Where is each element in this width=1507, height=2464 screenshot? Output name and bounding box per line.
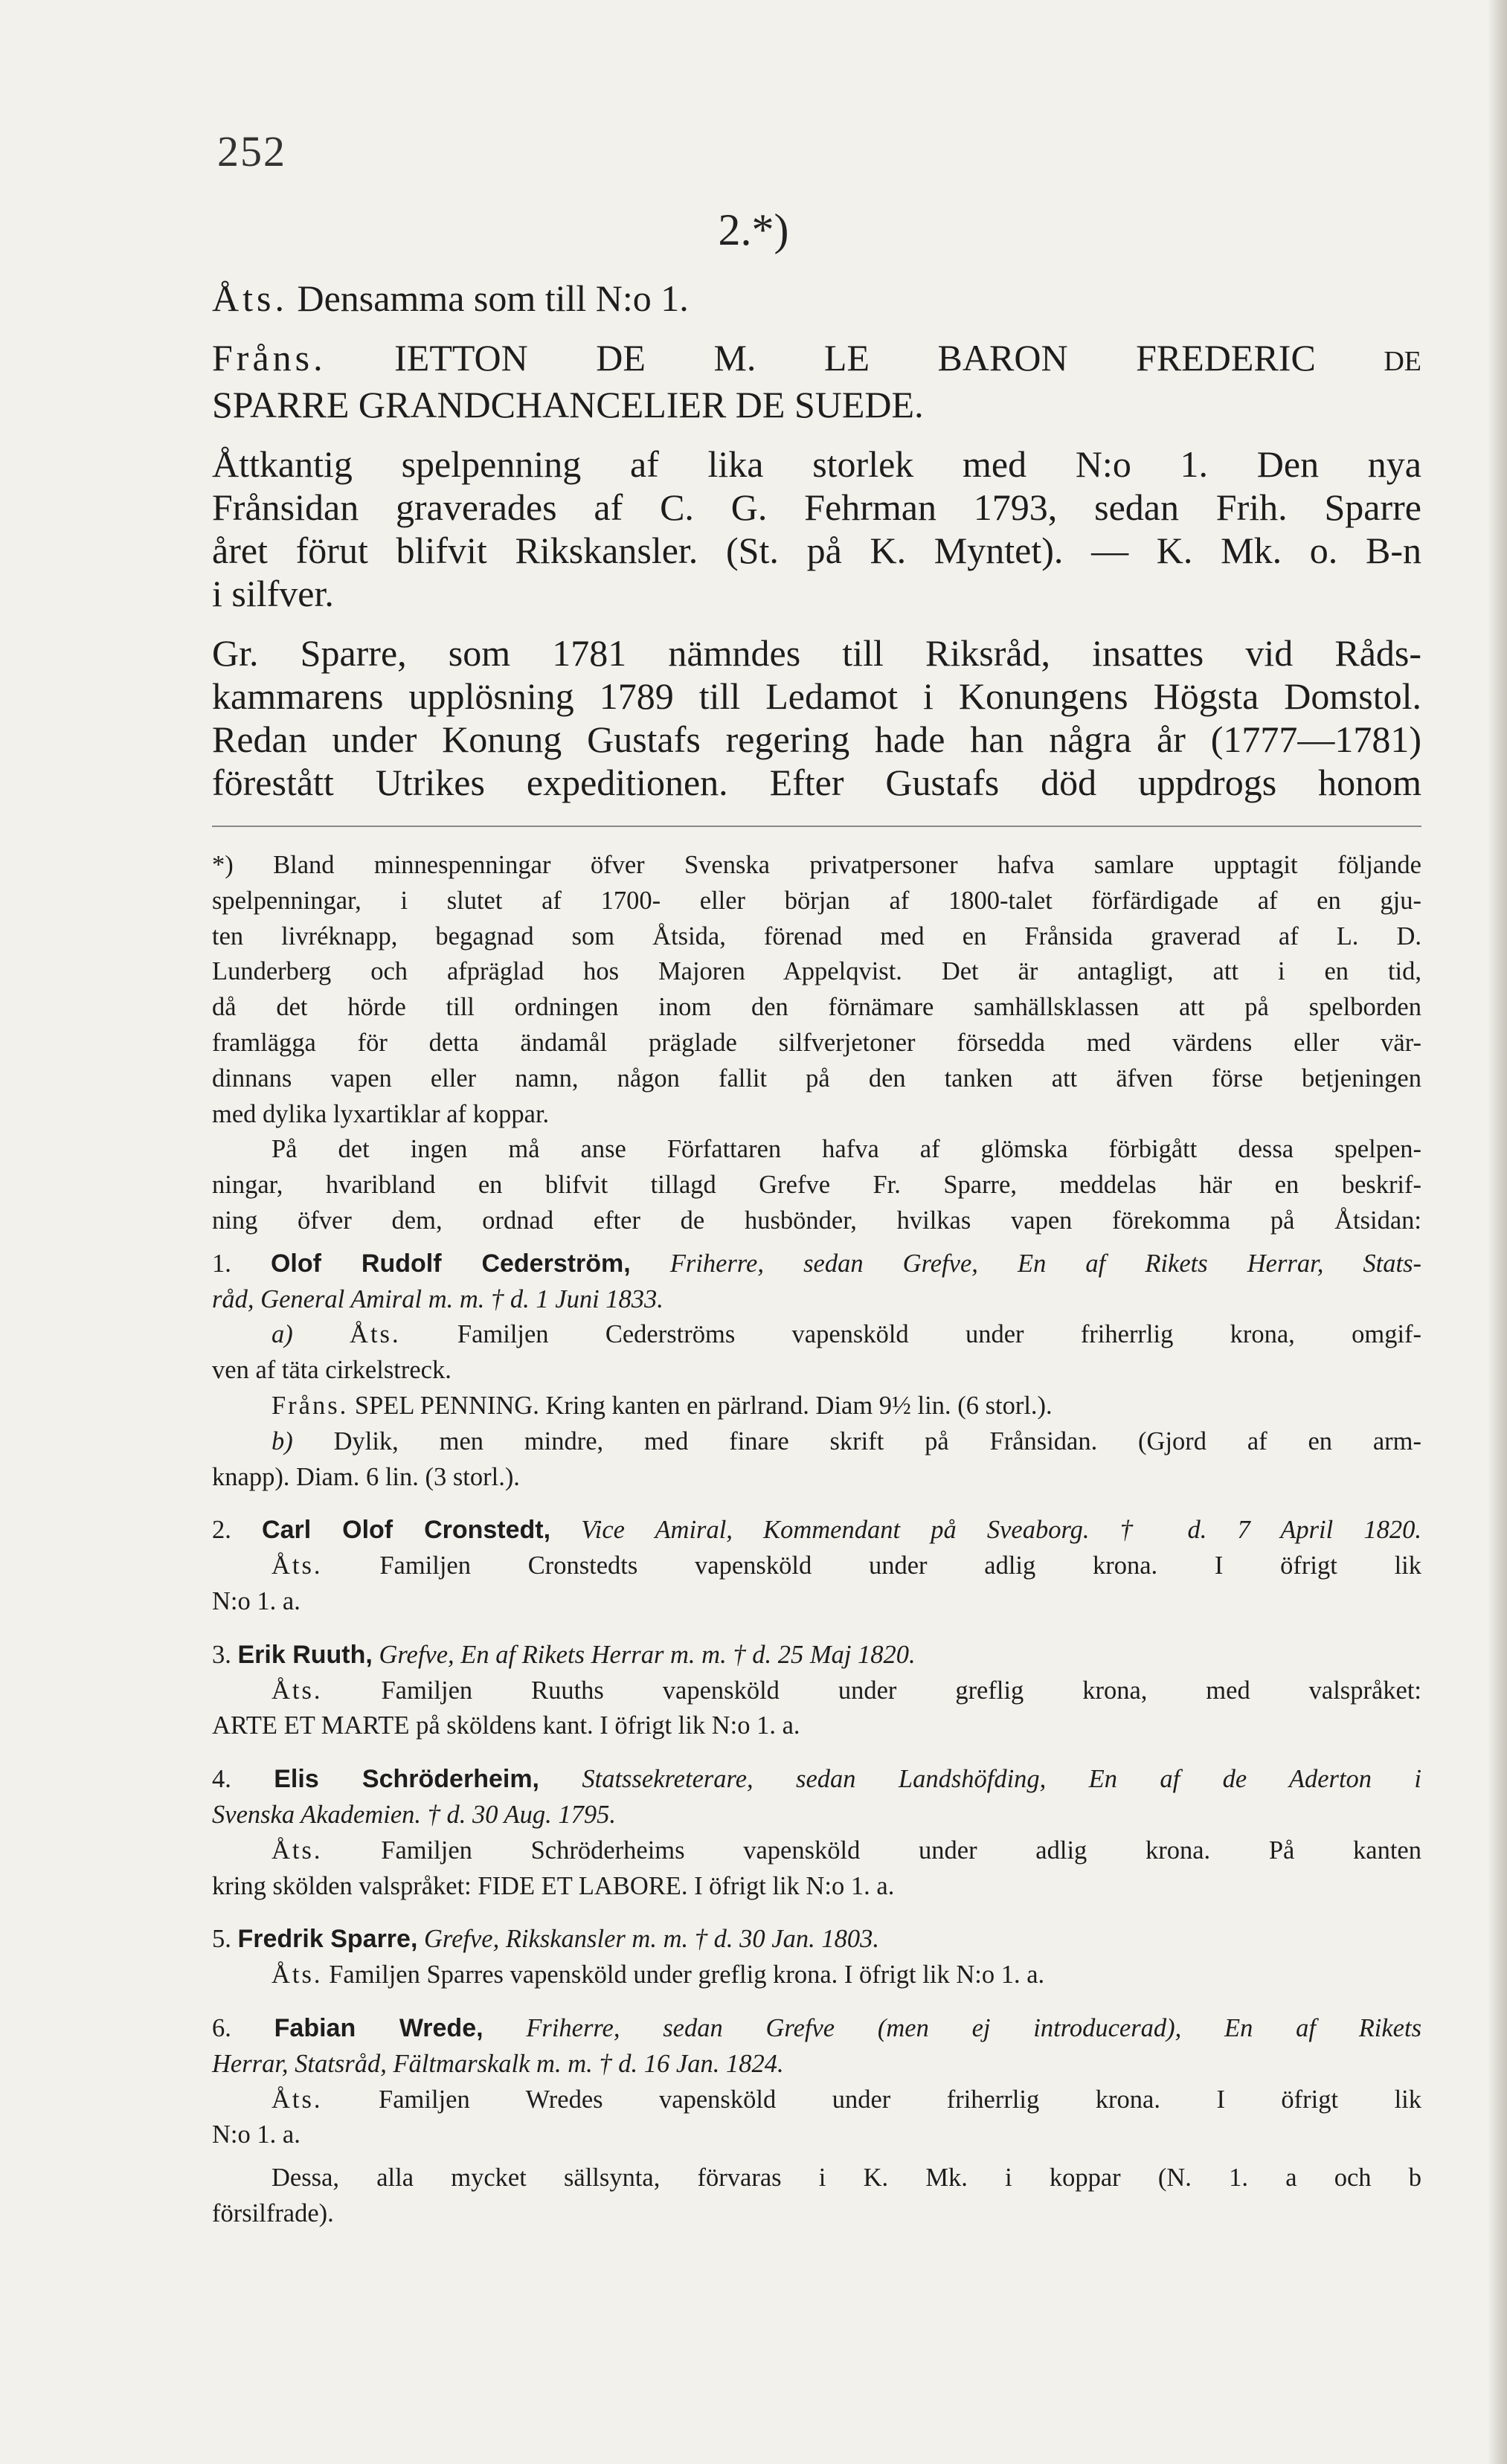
page-edge — [1488, 0, 1507, 2464]
footnote-line: Lunderberg och afpräglad hos Majoren Appelqvist. Det är antagligt, att i en tid, — [212, 957, 1421, 986]
entry-name: Carl Olof Cronstedt, — [262, 1516, 551, 1545]
entry-heading: 1. Olof Rudolf Cederström, Friherre, sedan Grefve, En af Rikets Herrar, Stats- — [212, 1249, 1422, 1278]
main-line: SPARRE GRANDCHANCELIER DE SUEDE. — [212, 384, 924, 425]
entry-line: knapp). Diam. 6 lin. (3 storl.). — [212, 1462, 520, 1491]
entry-heading: 6. Fabian Wrede, Friherre, sedan Grefve (men ej introducerad), En af Rikets — [212, 2013, 1422, 2042]
main-line: Fråns. IETTON DE M. LE BARON FREDERIC DE — [212, 337, 1421, 379]
entry-line: Fråns. SPEL PENNING. Kring kanten en pärlrand. Diam 9½ lin. (6 storl.). — [271, 1391, 1053, 1420]
entry-name: Elis Schröderheim, — [274, 1765, 539, 1794]
footnote-line: då det hörde till ordningen inom den förnämare samhällsklassen att på spelborden — [212, 993, 1421, 1022]
entry-line: Åts. Familjen Wredes vapensköld under friherrlig krona. I öfrigt lik — [271, 2085, 1421, 2114]
entry-line: Åts. Familjen Schröderheims vapensköld under adlig krona. På kanten — [271, 1836, 1421, 1865]
entry-title: Herrar, Statsråd, Fältmarskalk m. m. † d. 16 Jan. 1824. — [212, 2049, 784, 2078]
entry-name: Olof Rudolf Cederström, — [270, 1249, 631, 1278]
entry-line: N:o 1. a. — [212, 2120, 301, 2149]
closing-note: försilfrade). — [212, 2198, 334, 2227]
entry-name: Fredrik Sparre, — [237, 1925, 418, 1954]
footnote-line: ningar, hvaribland en blifvit tillagd Grefve Fr. Sparre, meddelas här en beskrif- — [212, 1171, 1421, 1200]
footnote-line: *) Bland minnespenningar öfver Svenska privatpersoner hafva samlare upptagit följande — [212, 851, 1421, 879]
footnote-line: På det ingen må anse Författaren hafva af glömska förbigått dessa spelpen- — [271, 1135, 1421, 1164]
main-line: kammarens upplösning 1789 till Ledamot i Konungens Högsta Domstol. — [212, 675, 1421, 717]
entry-line: N:o 1. a. — [212, 1586, 301, 1615]
entry-heading: 4. Elis Schröderheim, Statssekreterare, sedan Landshöfding, En af de Aderton i — [212, 1765, 1421, 1794]
footnotes — [212, 848, 1421, 2232]
section-heading: 2.*) — [718, 205, 789, 254]
entry-line: b) Dylik, men mindre, med finare skrift på Frånsidan. (Gjord af en arm- — [271, 1426, 1421, 1455]
entry-name: Erik Ruuth, — [237, 1640, 373, 1669]
footnote-line: med dylika lyxartiklar af koppar. — [212, 1099, 550, 1128]
entry-line: ARTE ET MARTE på sköldens kant. I öfrigt lik N:o 1. a. — [212, 1711, 800, 1740]
main-line: Åts. Densamma som till N:o 1. — [212, 277, 689, 319]
main-line: året förut blifvit Rikskansler. (St. på K. Myntet). — K. Mk. o. B-n — [212, 530, 1421, 571]
main-text — [212, 277, 1421, 804]
footnote-line: ning öfver dem, ordnad efter de husbönder, hvilkas vapen förekomma på Åtsidan: — [212, 1206, 1421, 1235]
footnote-line: ten livréknapp, begagnad som Åtsida, förenad med en Frånsida graverad af L. D. — [212, 921, 1421, 950]
footnote-line: dinnans vapen eller namn, någon fallit på den tanken att äfven förse betjeningen — [212, 1064, 1421, 1093]
main-line: i silfver. — [212, 573, 334, 614]
entry-heading: 3. Erik Ruuth, Grefve, En af Rikets Herrar m. m. † d. 25 Maj 1820. — [212, 1640, 916, 1669]
entry-line: kring skölden valspråket: FIDE ET LABORE. I öfrigt lik N:o 1. a. — [212, 1871, 895, 1900]
entry-heading: 5. Fredrik Sparre, Grefve, Rikskansler m. m. † d. 30 Jan. 1803. — [212, 1925, 879, 1954]
closing-note: Dessa, alla mycket sällsynta, förvaras i K. Mk. i koppar (N. 1. a och b — [271, 2164, 1421, 2193]
main-line: Åttkantig spelpenning af lika storlek med N:o 1. Den nya — [212, 443, 1421, 485]
entry-heading: 2. Carl Olof Cronstedt, Vice Amiral, Kommendant på Sveaborg. † d. 7 April 1820. — [212, 1516, 1421, 1545]
footnote-line: framlägga för detta ändamål präglade silfverjetoner försedda med värdens eller vär- — [212, 1028, 1421, 1057]
main-line: Frånsidan graverades af C. G. Fehrman 1793, sedan Frih. Sparre — [212, 486, 1421, 528]
entry-line: Åts. Familjen Cronstedts vapensköld under adlig krona. I öfrigt lik — [271, 1551, 1421, 1580]
footnote-divider — [212, 826, 1421, 827]
page-number: 252 — [217, 127, 286, 176]
entry-title: råd, General Amiral m. m. † d. 1 Juni 1833. — [212, 1284, 663, 1313]
entry-line: ven af täta cirkelstreck. — [212, 1356, 452, 1385]
main-line: Gr. Sparre, som 1781 nämndes till Riksråd, insattes vid Råds- — [212, 632, 1421, 674]
entry-line: Åts. Familjen Ruuths vapensköld under greflig krona, med valspråket: — [271, 1676, 1421, 1705]
entry-name: Fabian Wrede, — [274, 2013, 483, 2042]
entry-line: Åts. Familjen Sparres vapensköld under greflig krona. I öfrigt lik N:o 1. a. — [271, 1960, 1045, 1989]
main-line: Redan under Konung Gustafs regering hade han några år (1777—1781) — [212, 718, 1421, 760]
main-line: förestått Utrikes expeditionen. Efter Gustafs död uppdrogs honom — [212, 762, 1421, 803]
footnote-line: spelpenningar, i slutet af 1700- eller början af 1800-talet förfärdigade af en gju- — [212, 886, 1421, 915]
entry-line: a) Åts. Familjen Cederströms vapensköld under friherrlig krona, omgif- — [271, 1320, 1422, 1349]
entry-title: Svenska Akademien. † d. 30 Aug. 1795. — [212, 1800, 616, 1829]
